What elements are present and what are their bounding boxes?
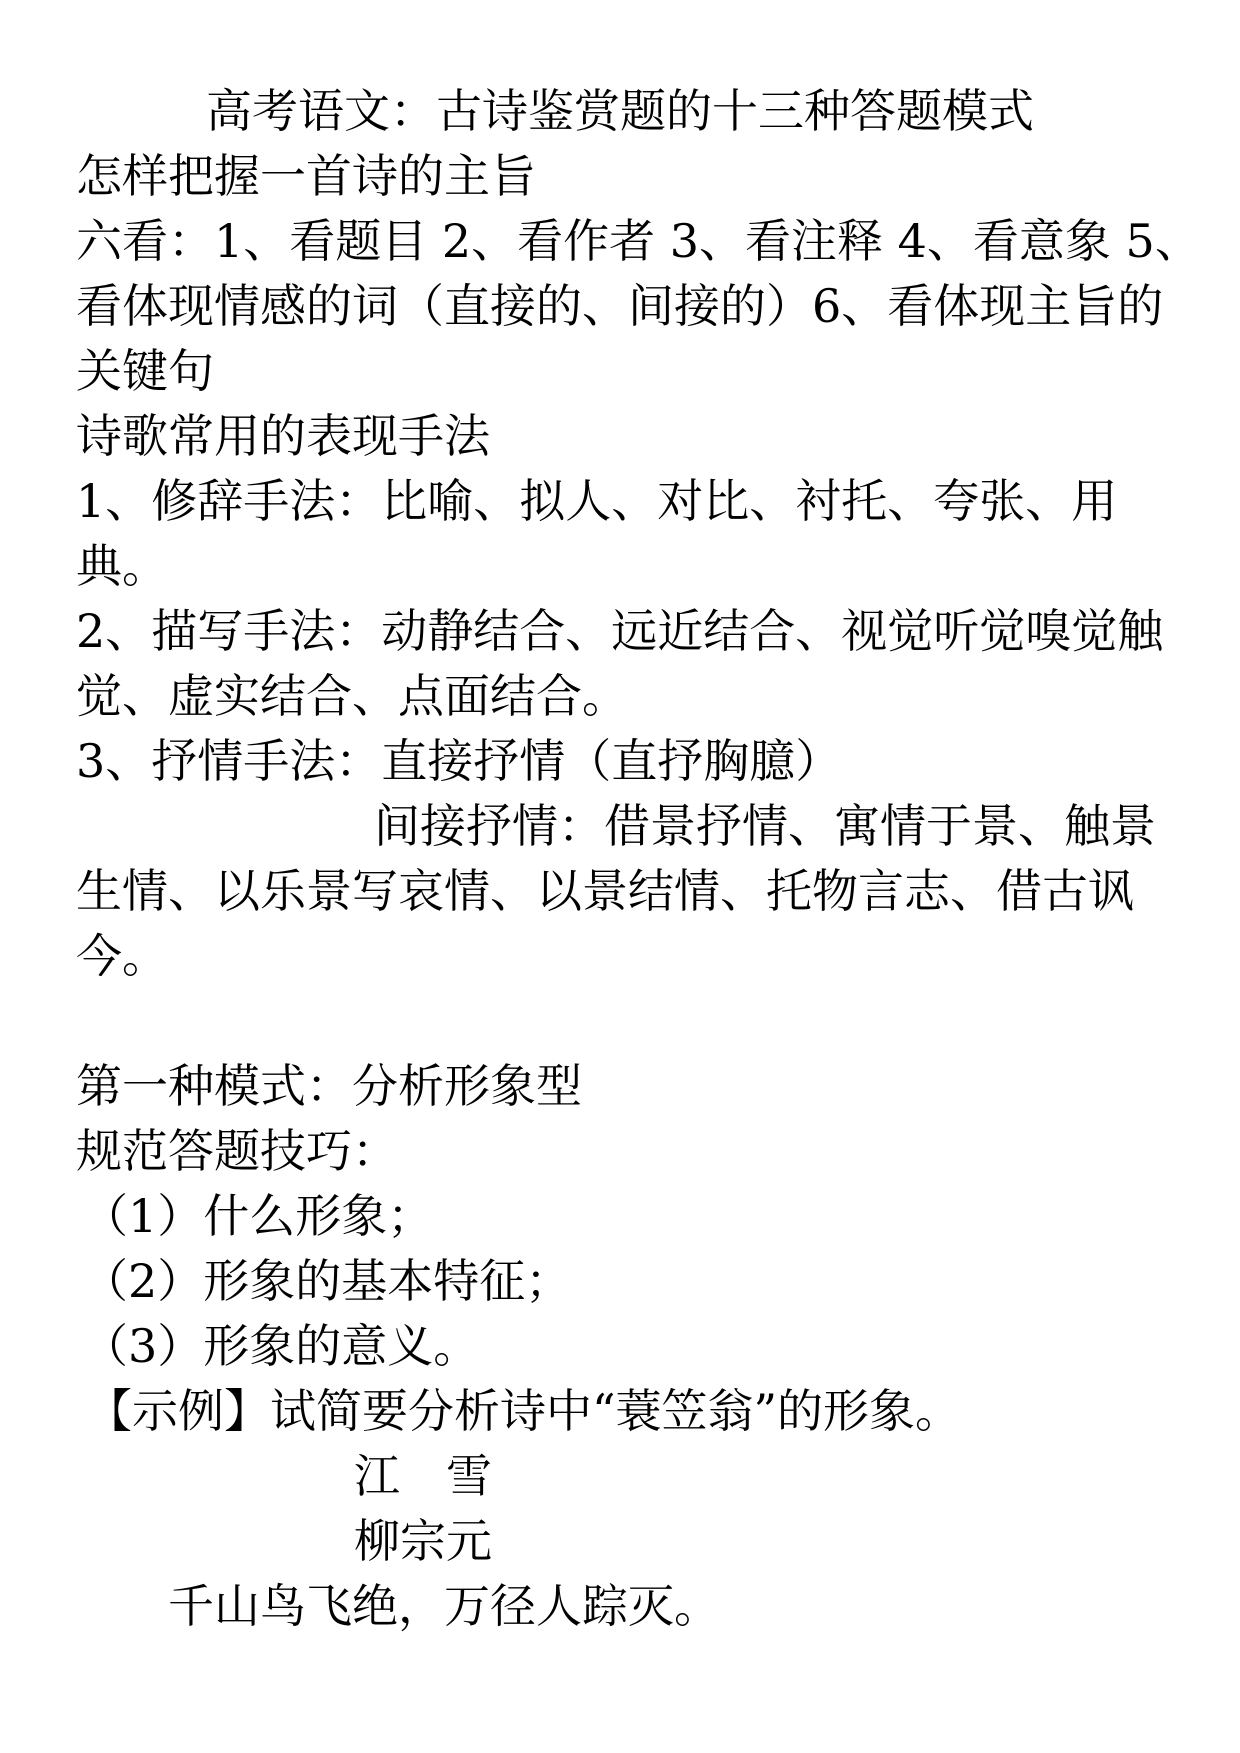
paragraph-line: 1、修辞手法：比喻、拟人、对比、衬托、夸张、用 bbox=[76, 474, 1118, 528]
section-heading-techniques: 诗歌常用的表现手法 bbox=[76, 409, 490, 463]
paragraph-line: 六看：1、看题目 2、看作者 3、看注释 4、看意象 5、 bbox=[76, 214, 1201, 268]
paragraph-line: 今。 bbox=[76, 929, 168, 983]
mode-heading: 第一种模式：分析形象型 bbox=[76, 1059, 582, 1113]
section-heading-theme: 怎样把握一首诗的主旨 bbox=[76, 149, 536, 203]
poem-line: 千山鸟飞绝，万径人踪灭。 bbox=[168, 1579, 720, 1633]
poem-author: 柳宗元 bbox=[354, 1514, 492, 1568]
tip-item: （1）什么形象； bbox=[82, 1189, 434, 1243]
document-body bbox=[76, 79, 1201, 1639]
paragraph-line: 关键句 bbox=[76, 344, 214, 398]
blank-line bbox=[76, 989, 1171, 1054]
tips-heading: 规范答题技巧： bbox=[76, 1124, 398, 1178]
example-prompt: 【示例】试简要分析诗中“蓑笠翁”的形象。 bbox=[86, 1384, 962, 1438]
paragraph-line: 间接抒情：借景抒情、寓情于景、触景 bbox=[374, 799, 1156, 853]
poem-title: 江 雪 bbox=[354, 1449, 492, 1503]
paragraph-line: 看体现情感的词（直接的、间接的）6、看体现主旨的 bbox=[76, 279, 1164, 333]
paragraph-line: 3、抒情手法：直接抒情（直抒胸臆） bbox=[76, 734, 842, 788]
tip-item: （3）形象的意义。 bbox=[82, 1319, 480, 1373]
tip-item: （2）形象的基本特征； bbox=[82, 1254, 572, 1308]
paragraph-line: 典。 bbox=[76, 539, 168, 593]
paragraph-line: 生情、以乐景写哀情、以景结情、托物言志、借古讽 bbox=[76, 864, 1134, 918]
paragraph-line: 觉、虚实结合、点面结合。 bbox=[76, 669, 628, 723]
document-title: 高考语文：古诗鉴赏题的十三种答题模式 bbox=[206, 84, 1034, 138]
paragraph-line: 2、描写手法：动静结合、远近结合、视觉听觉嗅觉触 bbox=[76, 604, 1164, 658]
